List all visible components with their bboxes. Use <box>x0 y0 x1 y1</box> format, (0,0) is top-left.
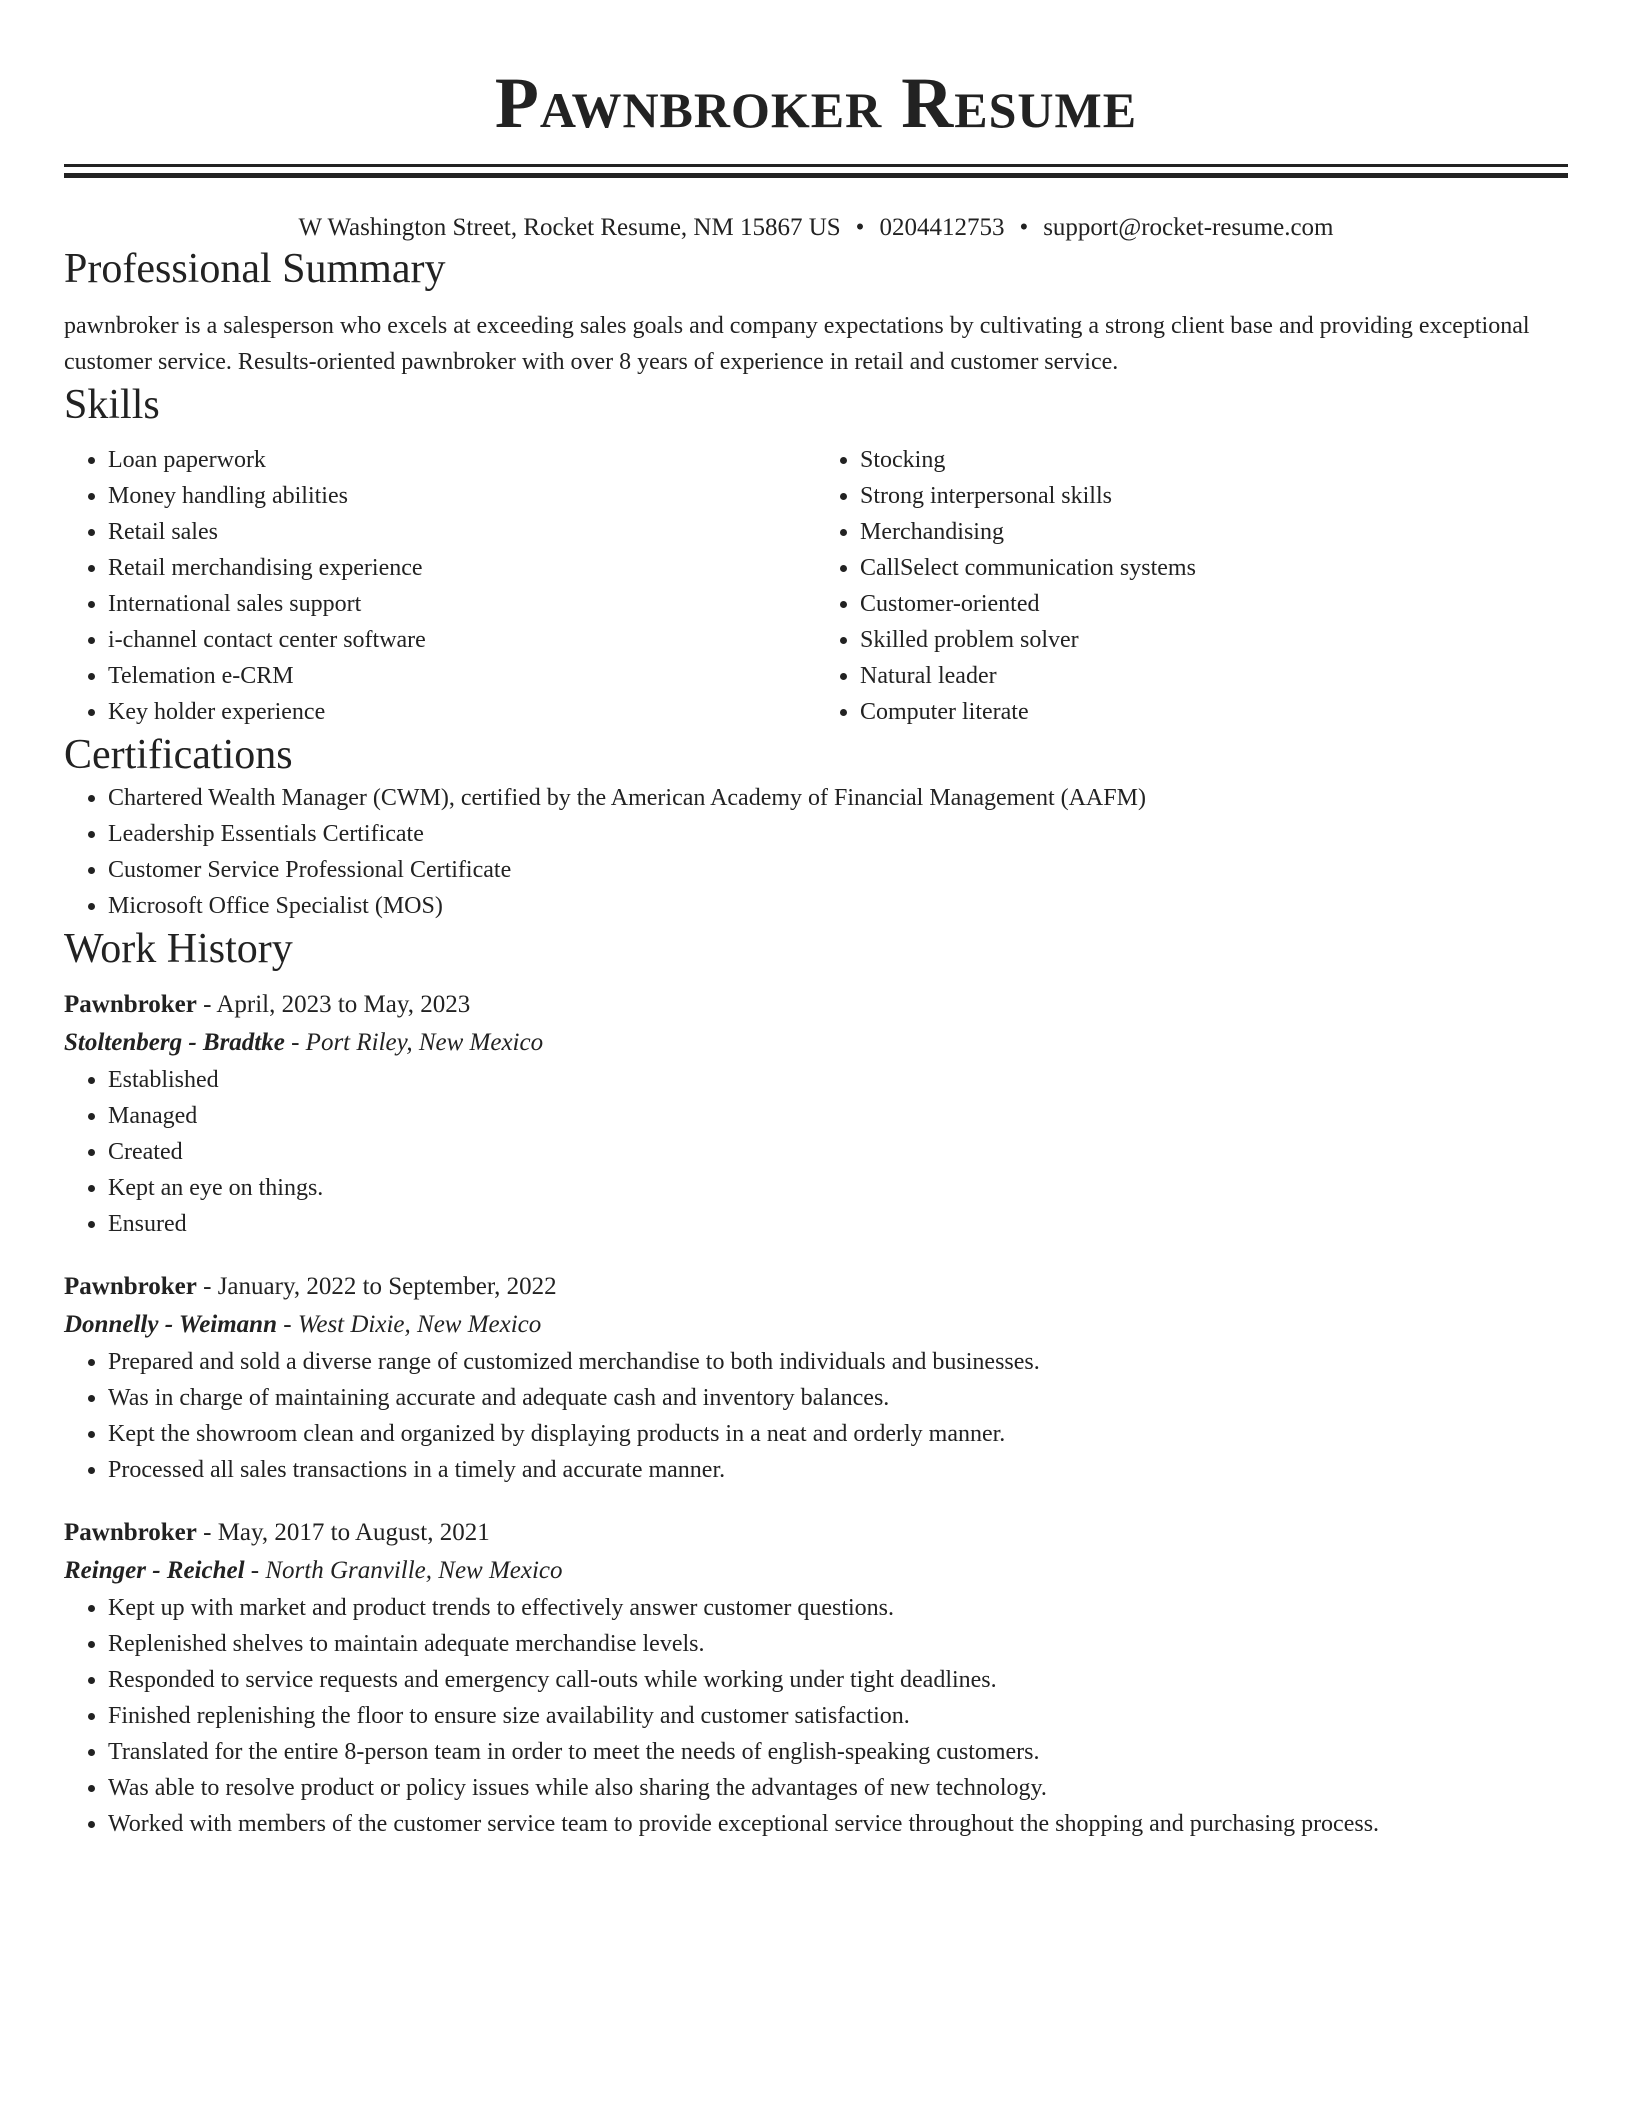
skill-item: • Natural leader <box>860 658 1568 694</box>
job-duty: • Was in charge of maintaining accurate and adequate cash and inventory balances. <box>108 1380 1568 1416</box>
job-duty: • Kept up with market and product trends to effectively answer customer questions. <box>108 1590 1568 1626</box>
skills-list-right <box>816 442 1568 730</box>
contact-phone: 0204412753 <box>879 214 1005 241</box>
skills-heading: Skills <box>64 382 160 428</box>
skill-item: • Computer literate <box>860 694 1568 730</box>
contact-separator: • <box>1019 214 1029 241</box>
job-duties-list <box>64 1344 1568 1488</box>
job-title-line <box>64 986 1568 1024</box>
skill-item: • Stocking <box>860 442 1568 478</box>
job-title: Pawnbroker <box>64 991 197 1018</box>
job-duty: • Worked with members of the customer service team to provide exceptional service throughout the shopping and purchasing process. <box>108 1806 1568 1842</box>
skill-item: • Money handling abilities <box>108 478 816 514</box>
job-duty: • Created <box>108 1134 1568 1170</box>
job-dates: January, 2022 to September, 2022 <box>217 1273 557 1300</box>
skill-item: • International sales support <box>108 586 816 622</box>
job-dates: April, 2023 to May, 2023 <box>216 991 471 1018</box>
job-dash: - <box>284 1029 306 1056</box>
title-divider-bottom <box>64 173 1568 178</box>
contact-separator: • <box>855 214 865 241</box>
certifications-heading: Certifications <box>64 732 293 778</box>
employer-line <box>64 1024 1568 1062</box>
job-entry <box>64 1268 1568 1488</box>
skill-item: • Skilled problem solver <box>860 622 1568 658</box>
job-title: Pawnbroker <box>64 1273 197 1300</box>
job-duties-list <box>64 1062 1568 1242</box>
job-title-line <box>64 1514 1568 1552</box>
job-duty: • Prepared and sold a diverse range of customized merchandise to both individuals and businesses. <box>108 1344 1568 1380</box>
job-title: Pawnbroker <box>64 1519 197 1546</box>
job-employer: Donnelly - Weimann <box>64 1311 277 1338</box>
job-title-line <box>64 1268 1568 1306</box>
contact-info <box>64 212 1568 244</box>
certifications-list <box>64 780 1568 924</box>
job-dash: - <box>196 1519 218 1546</box>
job-duties-list <box>64 1590 1568 1842</box>
job-location: West Dixie, New Mexico <box>297 1311 542 1338</box>
skill-item: • Key holder experience <box>108 694 816 730</box>
job-dash: - <box>277 1311 298 1338</box>
skill-item: • Merchandising <box>860 514 1568 550</box>
summary-heading: Professional Summary <box>64 246 446 292</box>
job-employer: Stoltenberg - Bradtke <box>64 1029 285 1056</box>
job-duty: • Kept the showroom clean and organized by displaying products in a neat and orderly manner. <box>108 1416 1568 1452</box>
job-dash: - <box>196 991 217 1018</box>
skill-item: • Telemation e-CRM <box>108 658 816 694</box>
employer-line <box>64 1552 1568 1590</box>
employer-line <box>64 1306 1568 1344</box>
job-duty: • Replenished shelves to maintain adequate merchandise levels. <box>108 1626 1568 1662</box>
job-duty: • Processed all sales transactions in a timely and accurate manner. <box>108 1452 1568 1488</box>
skill-item: • Retail merchandising experience <box>108 550 816 586</box>
job-duty: • Established <box>108 1062 1568 1098</box>
job-duty: • Ensured <box>108 1206 1568 1242</box>
job-employer: Reinger - Reichel <box>64 1557 245 1584</box>
job-duty: • Kept an eye on things. <box>108 1170 1568 1206</box>
certification-item: • Chartered Wealth Manager (CWM), certified by the American Academy of Financial Management (AAFM) <box>108 780 1568 816</box>
work-history-heading: Work History <box>64 926 293 972</box>
summary-text: pawnbroker is a salesperson who excels at exceeding sales goals and company expectations by cultivating a strong client base and providing exceptional customer service. Results-oriented pawnbroker with over 8 years of experience in retail and customer service. <box>64 313 1530 375</box>
skill-item: • Loan paperwork <box>108 442 816 478</box>
job-location: Port Riley, New Mexico <box>305 1029 544 1056</box>
skill-item: • Strong interpersonal skills <box>860 478 1568 514</box>
skill-item: • Retail sales <box>108 514 816 550</box>
contact-email: support@rocket-resume.com <box>1043 214 1334 241</box>
job-duty: • Finished replenishing the floor to ensure size availability and customer satisfaction. <box>108 1698 1568 1734</box>
job-duty: • Was able to resolve product or policy issues while also sharing the advantages of new technology. <box>108 1770 1568 1806</box>
skill-item: • CallSelect communication systems <box>860 550 1568 586</box>
job-location: North Granville, New Mexico <box>265 1557 563 1584</box>
certification-item: • Customer Service Professional Certificate <box>108 852 1568 888</box>
job-dash: - <box>244 1557 266 1584</box>
job-dash: - <box>196 1273 218 1300</box>
skills-list-left <box>64 442 816 730</box>
skill-item: • i-channel contact center software <box>108 622 816 658</box>
certification-item: • Leadership Essentials Certificate <box>108 816 1568 852</box>
contact-address: W Washington Street, Rocket Resume, NM 15867 US <box>298 214 841 241</box>
job-duty: • Managed <box>108 1098 1568 1134</box>
certification-item: • Microsoft Office Specialist (MOS) <box>108 888 1568 924</box>
skill-item: • Customer-oriented <box>860 586 1568 622</box>
title-divider-top <box>64 164 1568 167</box>
page-title: Pawnbroker Resume <box>494 63 1138 143</box>
job-duty: • Responded to service requests and emergency call-outs while working under tight deadlines. <box>108 1662 1568 1698</box>
job-dates: May, 2017 to August, 2021 <box>217 1519 490 1546</box>
job-entry <box>64 986 1568 1242</box>
skills-columns <box>64 442 1568 730</box>
job-entry <box>64 1514 1568 1842</box>
job-duty: • Translated for the entire 8-person team in order to meet the needs of english-speaking customers. <box>108 1734 1568 1770</box>
